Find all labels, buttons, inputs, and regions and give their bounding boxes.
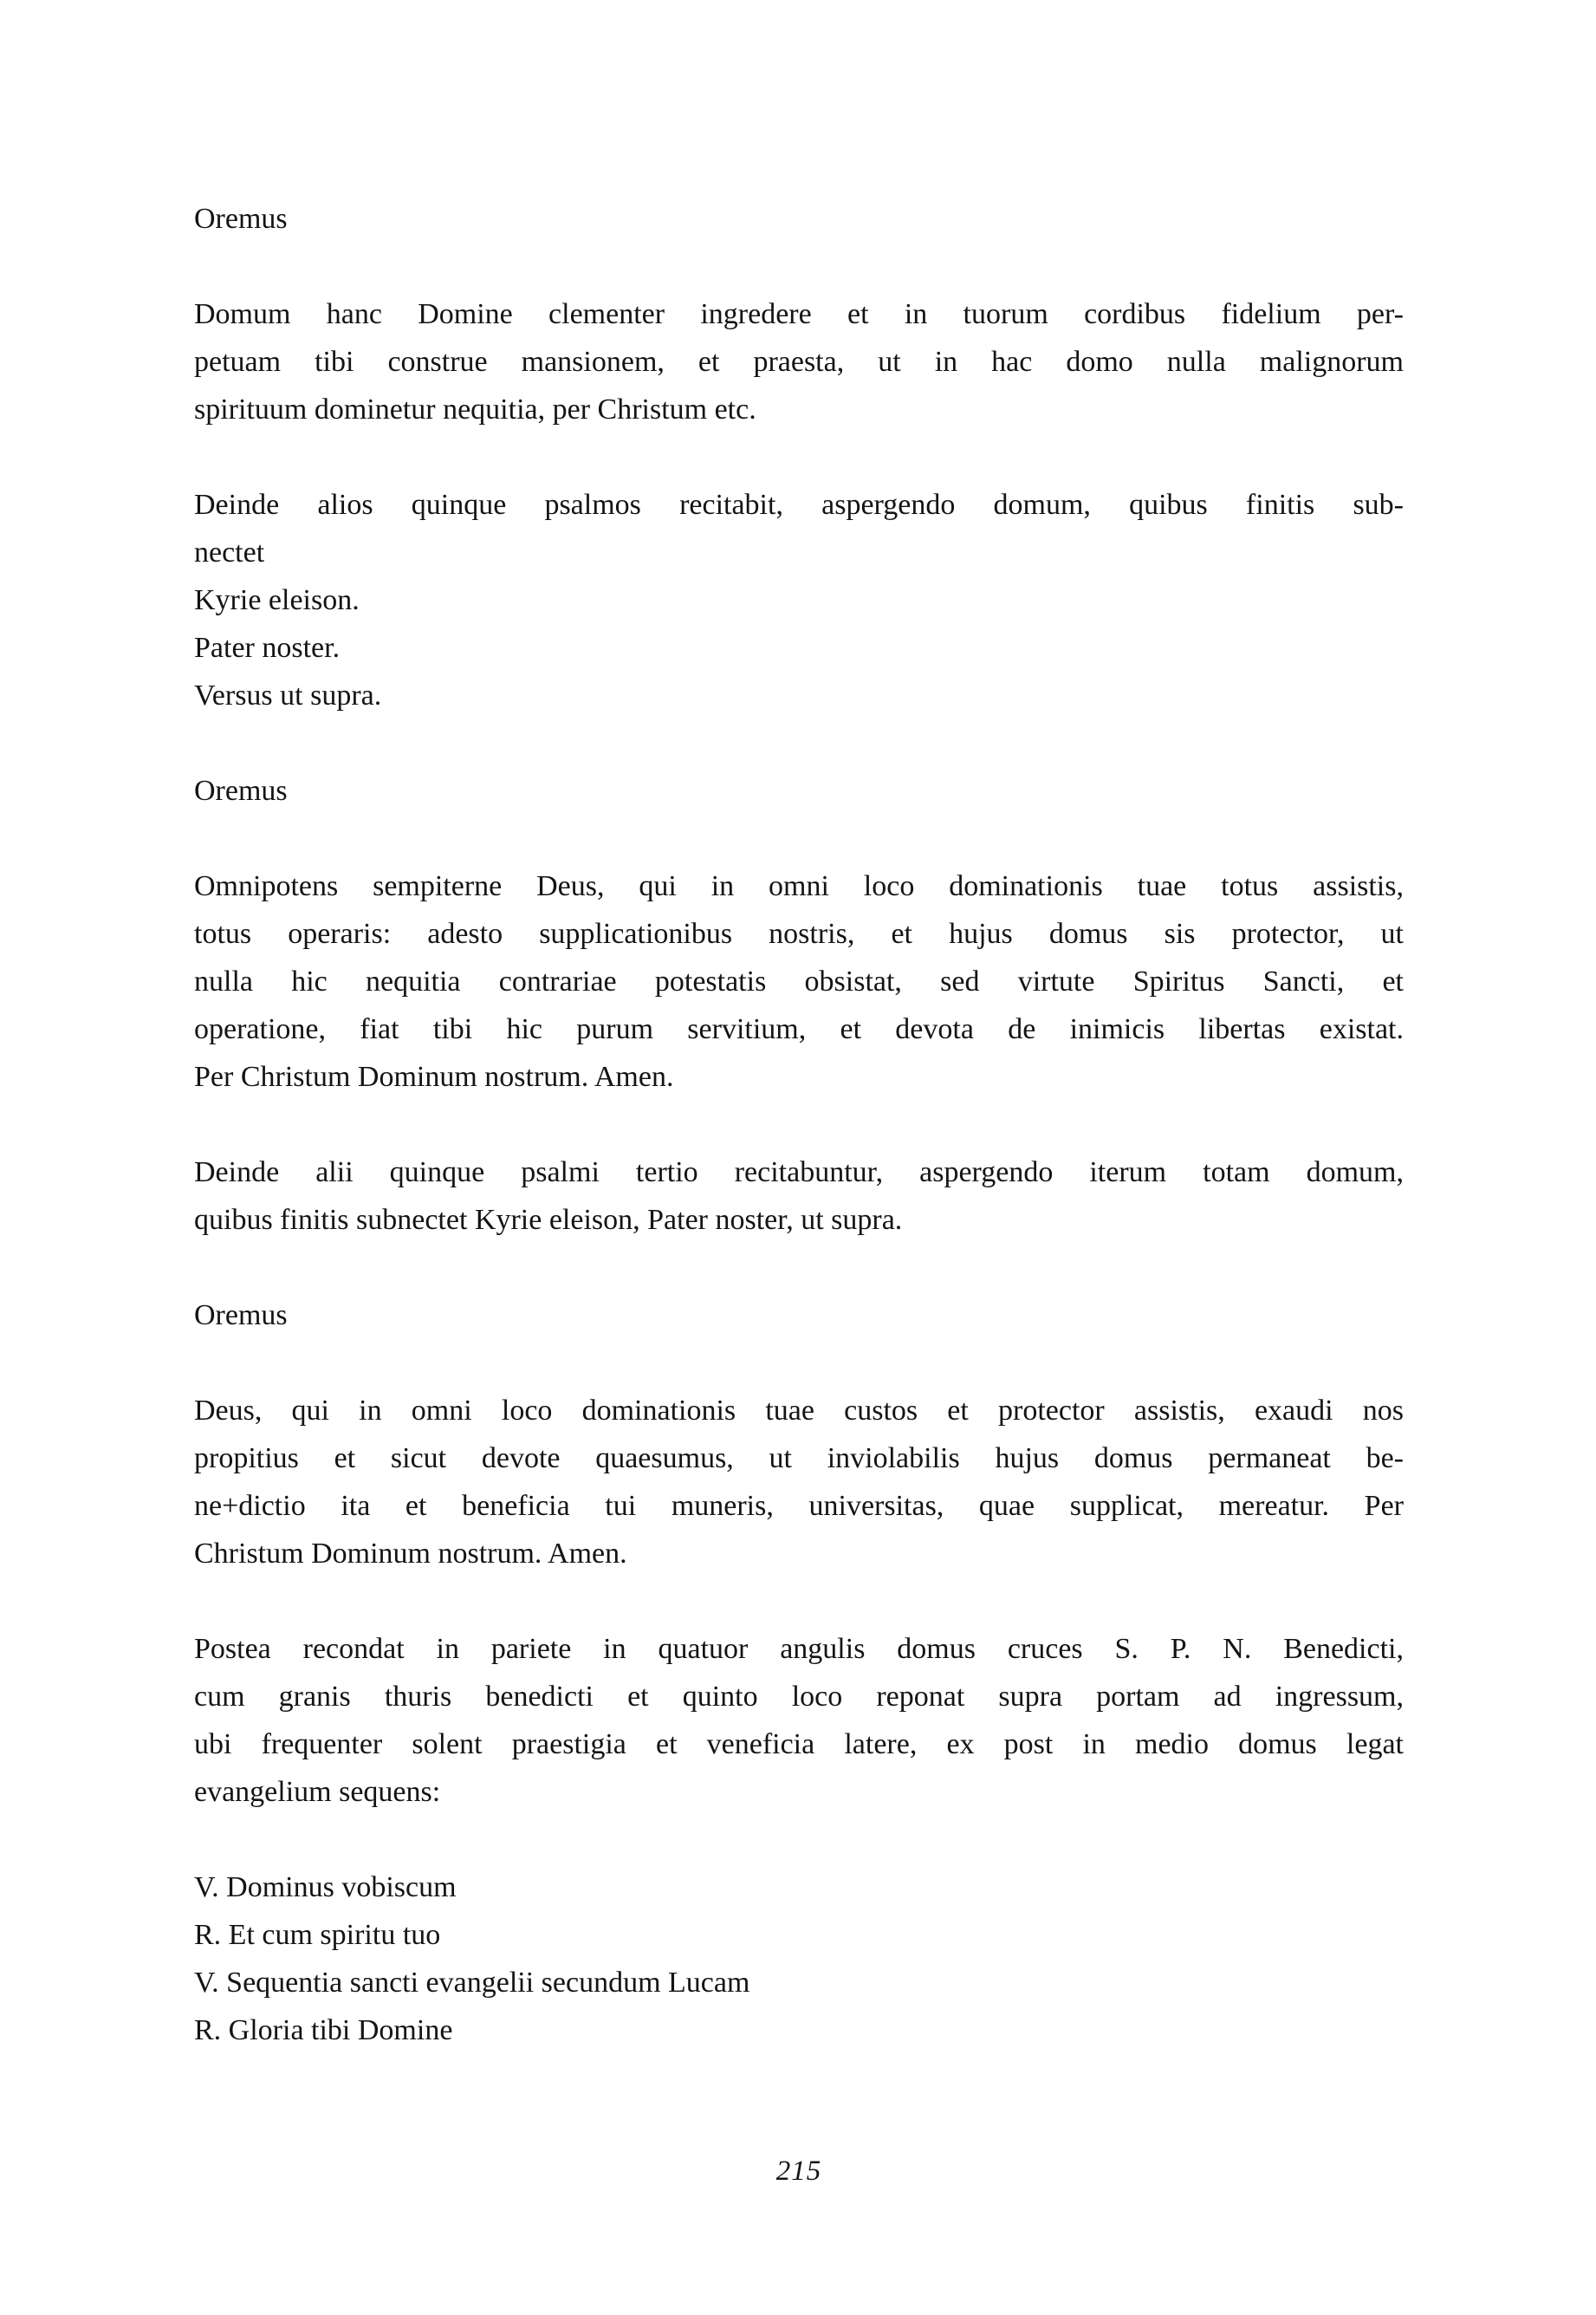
- text-line: nulla hic nequitia contrariae potestatis obsistat, sed virtute Spiritus Sancti, et: [194, 966, 1404, 998]
- page-text: [194, 195, 1404, 2054]
- text-line: Per Christum Dominum nostrum. Amen.: [194, 1061, 674, 1093]
- page-number: 215: [775, 2156, 822, 2187]
- text-line: Postea recondat in pariete in quatuor angulis domus cruces S. P. N. Benedicti,: [194, 1633, 1404, 1665]
- paragraph: [194, 290, 1404, 433]
- page-footer: [194, 2154, 1404, 2188]
- text-line: ubi frequenter solent praestigia et veneficia latere, ex post in medio domus legat: [194, 1728, 1404, 1760]
- text-column: [194, 195, 1404, 2188]
- text-line: Deinde alios quinque psalmos recitabit, aspergendo domum, quibus finitis sub-: [194, 489, 1404, 521]
- text-line: V. Dominus vobiscum: [194, 1871, 457, 1903]
- text-line: R. Gloria tibi Domine: [194, 2014, 453, 2046]
- paragraph: [194, 1148, 1404, 1244]
- text-line: operatione, fiat tibi hic purum servitium, et devota de inimicis libertas existat.: [194, 1013, 1404, 1045]
- text-line: Deus, qui in omni loco dominationis tuae custos et protector assistis, exaudi nos: [194, 1395, 1404, 1427]
- text-line: cum granis thuris benedicti et quinto loco reponat supra portam ad ingressum,: [194, 1681, 1404, 1713]
- prayer-heading: [194, 767, 1404, 815]
- paragraph: [194, 481, 1404, 719]
- text-line: evangelium sequens:: [194, 1776, 441, 1808]
- text-line: R. Et cum spiritu tuo: [194, 1919, 441, 1951]
- text-line: Oremus: [194, 775, 288, 807]
- paragraph: [194, 862, 1404, 1101]
- text-line: Omnipotens sempiterne Deus, qui in omni loco dominationis tuae totus assistis,: [194, 870, 1404, 902]
- text-line: Deinde alii quinque psalmi tertio recitabuntur, aspergendo iterum totam domum,: [194, 1156, 1404, 1188]
- text-line: Christum Dominum nostrum. Amen.: [194, 1538, 627, 1570]
- text-line: totus operaris: adesto supplicationibus nostris, et hujus domus sis protector, ut: [194, 918, 1404, 950]
- text-line: Domum hanc Domine clementer ingredere et in tuorum cordibus fidelium per-: [194, 298, 1404, 330]
- text-line: Oremus: [194, 203, 288, 235]
- prayer-heading: [194, 1291, 1404, 1339]
- versicle-block: [194, 1863, 1404, 2054]
- text-line: Pater noster.: [194, 632, 341, 664]
- text-line: spirituum dominetur nequitia, per Christum etc.: [194, 393, 756, 426]
- text-line: Kyrie eleison.: [194, 584, 360, 616]
- paragraph: [194, 1387, 1404, 1577]
- text-line: propitius et sicut devote quaesumus, ut inviolabilis hujus domus permaneat be-: [194, 1442, 1404, 1474]
- text-line: Versus ut supra.: [194, 680, 382, 712]
- paragraph: [194, 1625, 1404, 1816]
- text-line: quibus finitis subnectet Kyrie eleison, Pater noster, ut supra.: [194, 1204, 903, 1236]
- text-line: nectet: [194, 536, 265, 569]
- prayer-heading: [194, 195, 1404, 243]
- text-line: ne+dictio ita et beneficia tui muneris, universitas, quae supplicat, mereatur. Per: [194, 1490, 1404, 1522]
- text-line: V. Sequentia sancti evangelii secundum Lucam: [194, 1967, 750, 1999]
- text-line: Oremus: [194, 1299, 288, 1331]
- text-line: petuam tibi construe mansionem, et praesta, ut in hac domo nulla malignorum: [194, 346, 1404, 378]
